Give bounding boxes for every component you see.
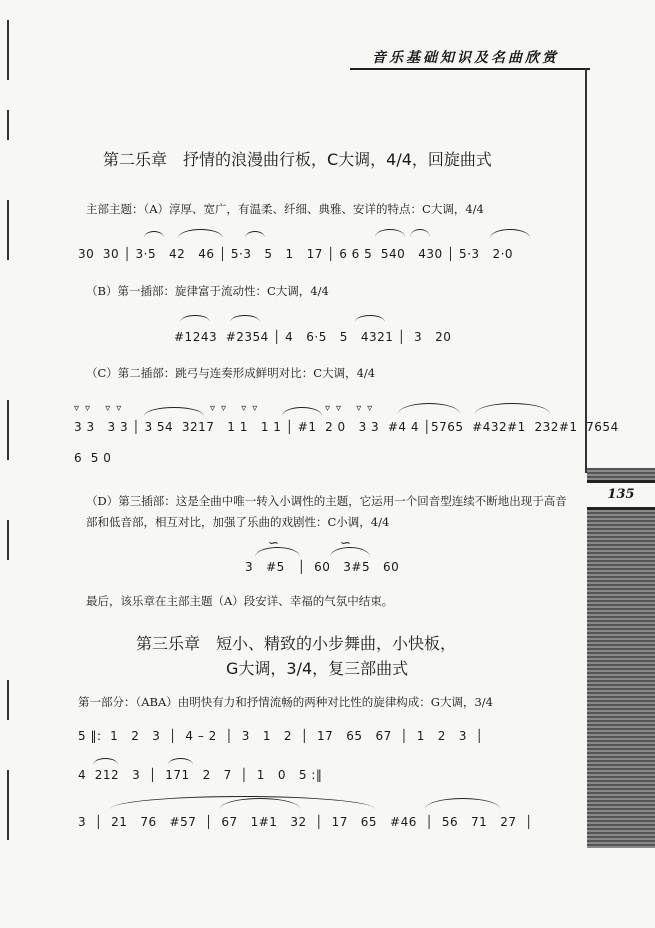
episode-b-notation: #1243 #2354 │ 4 6·5 5 4321 │ 3 20: [174, 330, 452, 344]
binding-mark: [7, 400, 9, 460]
slur: [490, 229, 530, 238]
binding-mark: [7, 520, 9, 560]
slur: [168, 758, 193, 765]
episode-d-text: （D）第三插部：这是全曲中唯一转入小调性的主题，它运用一个回音型连续不断地出现于高音部和低音部，相互对比，加强了乐曲的戏剧性：C小调，4/4: [86, 494, 567, 529]
slur: [375, 229, 405, 237]
accent-marks: ▿▿ ▿▿: [325, 403, 379, 414]
slur: [475, 403, 550, 414]
main-theme-label: 主部主题：（A）淳厚、宽广，有温柔、纤细、典雅、安详的特点：C大调，4/4: [86, 202, 484, 216]
binding-mark: [7, 110, 9, 140]
slur: [230, 315, 260, 322]
page-edge-tab: [587, 468, 655, 848]
slur: [425, 798, 500, 809]
episode-b-label: （B）第一插部：旋律富于流动性：C大调，4/4: [86, 284, 329, 298]
page-number: 135: [587, 480, 655, 510]
accent-marks: ▿▿ ▿▿: [210, 403, 264, 414]
slur: [245, 231, 265, 238]
slur: [282, 407, 322, 416]
slur: [355, 315, 385, 322]
episode-c-label: （C）第二插部：跳弓与连奏形成鲜明对比：C大调，4/4: [86, 366, 376, 380]
slur: [410, 229, 430, 237]
binding-mark: [7, 770, 9, 840]
movement3-title-line1: 第三乐章 短小、精致的小步舞曲，小快板，: [136, 634, 457, 653]
slur: [93, 758, 118, 765]
part1-label: 第一部分：（ABA）由明快有力和抒情流畅的两种对比性的旋律构成：G大调，3/4: [78, 695, 494, 709]
part1-notation-line1: 5 ‖: 1 2 3 │ 4 – 2 │ 3 1 2 │ 17 65 67 │ 1 2 3 │: [78, 729, 484, 743]
movement3-title-line2: G大调，3/4，复三部曲式: [226, 659, 409, 678]
binding-mark: [7, 20, 9, 80]
turn-ornament: ∽: [268, 536, 279, 551]
binding-mark: [7, 680, 9, 720]
main-theme-notation: 30 30 │ 3·5 42 46 │ 5·3 5 1 17 │ 6 6 5 540 430 │ 5·3 2·0: [78, 247, 514, 261]
slur: [398, 403, 460, 414]
ending-text: 最后，该乐章在主部主题（A）段安详、幸福的气氛中结束。: [86, 594, 394, 608]
accent-marks: ▿▿ ▿▿: [74, 403, 128, 414]
running-header: 音乐基础知识及名曲欣赏: [372, 50, 559, 66]
margin-rule: [585, 68, 587, 473]
episode-c-notation-line2: 6 5 0: [74, 451, 112, 465]
episode-d-notation: 3 #5 │ 60 3#5 60: [245, 560, 400, 574]
slur: [144, 231, 164, 238]
binding-mark: [7, 200, 9, 260]
slur: [255, 547, 300, 557]
movement2-title: 第二乐章 抒情的浪漫曲行板，C大调，4/4，回旋曲式: [103, 150, 492, 169]
part1-notation-line2: 4 212 3 │ 171 2 7 │ 1 0 5 :‖: [78, 768, 323, 782]
part1-notation-line3: 3 │ 21 76 #57 │ 67 1#1 32 │ 17 65 #46 │ 56 71 27 │: [78, 815, 533, 829]
slur: [144, 407, 204, 416]
turn-ornament: ∽: [340, 536, 351, 551]
slur: [178, 229, 223, 238]
header-rule: [350, 68, 590, 70]
slur: [180, 315, 210, 322]
episode-c-notation-line1: 3 3 3 3 │ 3 54 3217 1 1 1 1 │ #1 2 0 3 3 #4 4 │5765 #432#1 232#1 7654: [74, 420, 619, 434]
slur: [330, 547, 370, 557]
